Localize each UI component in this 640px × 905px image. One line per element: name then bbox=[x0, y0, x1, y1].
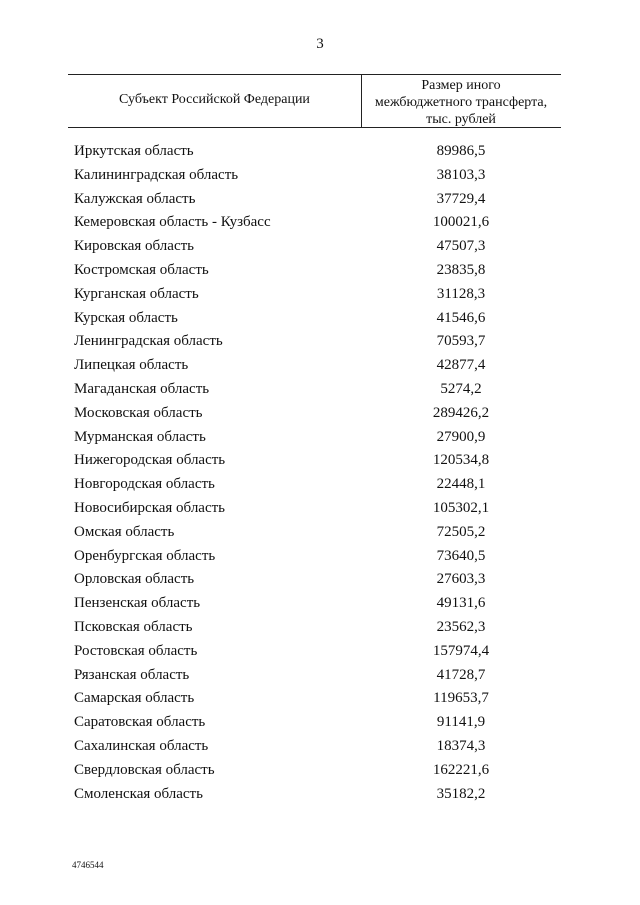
transfer-amount: 120534,8 bbox=[432, 452, 490, 469]
transfer-amount: 42877,4 bbox=[436, 357, 486, 374]
subject-name: Костромская область bbox=[74, 261, 209, 278]
subject-name: Сахалинская область bbox=[74, 737, 209, 754]
subject-name: Калужская область bbox=[74, 190, 196, 207]
table-row bbox=[0, 619, 640, 643]
transfer-amount: 41546,6 bbox=[436, 309, 486, 326]
subject-name: Нижегородская область bbox=[74, 452, 226, 469]
table-row bbox=[0, 548, 640, 572]
subject-name: Иркутская область bbox=[74, 143, 194, 159]
transfer-amount: 27603,3 bbox=[436, 571, 486, 588]
transfer-amount: 47507,3 bbox=[436, 238, 486, 255]
table-header-bottom-rule bbox=[68, 127, 561, 128]
table-row bbox=[0, 310, 640, 334]
subject-name: Московская область bbox=[74, 404, 203, 421]
table-row bbox=[0, 667, 640, 691]
subject-name: Калининградская область bbox=[74, 166, 239, 183]
subject-name: Смоленская область bbox=[74, 785, 203, 802]
table-header-amount-line: Размер иного bbox=[421, 78, 501, 93]
table-row bbox=[0, 333, 640, 357]
table-row bbox=[0, 286, 640, 310]
table-header-subject: Субъект Российской Федерации bbox=[119, 92, 310, 107]
transfer-amount: 91141,9 bbox=[436, 714, 486, 731]
table-row bbox=[0, 143, 640, 167]
subject-name: Самарская область bbox=[74, 690, 195, 707]
transfer-amount: 119653,7 bbox=[433, 690, 489, 707]
table-header-top-rule bbox=[68, 74, 561, 75]
table-row bbox=[0, 167, 640, 191]
table-row bbox=[0, 214, 640, 238]
transfer-amount: 105302,1 bbox=[432, 499, 490, 516]
table-row bbox=[0, 429, 640, 453]
transfer-amount: 23562,3 bbox=[436, 618, 486, 635]
transfer-amount: 31128,3 bbox=[436, 285, 486, 302]
subject-name: Псковская область bbox=[74, 618, 193, 635]
subject-name: Курская область bbox=[74, 309, 178, 326]
transfer-amount: 70593,7 bbox=[436, 333, 486, 350]
subject-name: Курганская область bbox=[74, 285, 199, 302]
table-row bbox=[0, 595, 640, 619]
transfer-amount: 89986,5 bbox=[436, 143, 486, 159]
transfer-amount: 162221,6 bbox=[432, 761, 490, 778]
table-header-amount-line: тыс. рублей bbox=[426, 112, 496, 127]
transfer-amount: 23835,8 bbox=[436, 261, 486, 278]
table-header-amount bbox=[361, 77, 561, 128]
table-row bbox=[0, 262, 640, 286]
transfer-amount: 38103,3 bbox=[436, 166, 486, 183]
subject-name: Свердловская область bbox=[74, 761, 215, 778]
transfer-amount: 18374,3 bbox=[436, 737, 486, 754]
table-row bbox=[0, 690, 640, 714]
subject-name: Магаданская область bbox=[74, 380, 210, 397]
transfer-amount: 41728,7 bbox=[436, 666, 486, 683]
transfer-amount: 289426,2 bbox=[432, 404, 490, 421]
subject-name: Оренбургская область bbox=[74, 547, 216, 564]
table-row bbox=[0, 738, 640, 762]
transfer-amount: 35182,2 bbox=[436, 785, 486, 802]
transfer-amount: 157974,4 bbox=[432, 642, 490, 659]
table-row bbox=[0, 500, 640, 524]
table-row bbox=[0, 476, 640, 500]
table-row bbox=[0, 643, 640, 667]
table-row bbox=[0, 381, 640, 405]
table-row bbox=[0, 524, 640, 548]
table-row bbox=[0, 191, 640, 215]
page-number: 3 bbox=[316, 36, 324, 52]
subject-name: Новгородская область bbox=[74, 476, 215, 493]
table-row bbox=[0, 571, 640, 595]
transfer-amount: 27900,9 bbox=[436, 428, 486, 445]
transfer-amount: 37729,4 bbox=[436, 190, 486, 207]
table-body bbox=[0, 143, 640, 809]
subject-name: Пензенская область bbox=[74, 595, 201, 612]
subject-name: Орловская область bbox=[74, 571, 195, 588]
subject-name: Омская область bbox=[74, 523, 175, 540]
subject-name: Новосибирская область bbox=[74, 499, 226, 516]
subject-name: Кемеровская область - Кузбасс bbox=[74, 214, 271, 231]
transfer-amount: 100021,6 bbox=[432, 214, 490, 231]
transfer-amount: 22448,1 bbox=[436, 476, 486, 493]
table-row bbox=[0, 357, 640, 381]
table-row bbox=[0, 762, 640, 786]
transfer-amount: 72505,2 bbox=[436, 523, 486, 540]
table-header-amount-line: межбюджетного трансферта, bbox=[374, 95, 548, 110]
subject-name: Липецкая область bbox=[74, 357, 189, 374]
table-row bbox=[0, 452, 640, 476]
subject-name: Ростовская область bbox=[74, 642, 198, 659]
table-row bbox=[0, 714, 640, 738]
table-row bbox=[0, 238, 640, 262]
transfer-amount: 73640,5 bbox=[436, 547, 486, 564]
subject-name: Мурманская область bbox=[74, 428, 206, 445]
table-row bbox=[0, 786, 640, 810]
document-id: 4746544 bbox=[72, 860, 104, 870]
transfer-amount: 49131,6 bbox=[436, 595, 486, 612]
transfer-amount: 5274,2 bbox=[440, 380, 482, 397]
table-row bbox=[0, 405, 640, 429]
subject-name: Ленинградская область bbox=[74, 333, 223, 350]
subject-name: Саратовская область bbox=[74, 714, 206, 731]
subject-name: Кировская область bbox=[74, 238, 195, 255]
subject-name: Рязанская область bbox=[74, 666, 190, 683]
